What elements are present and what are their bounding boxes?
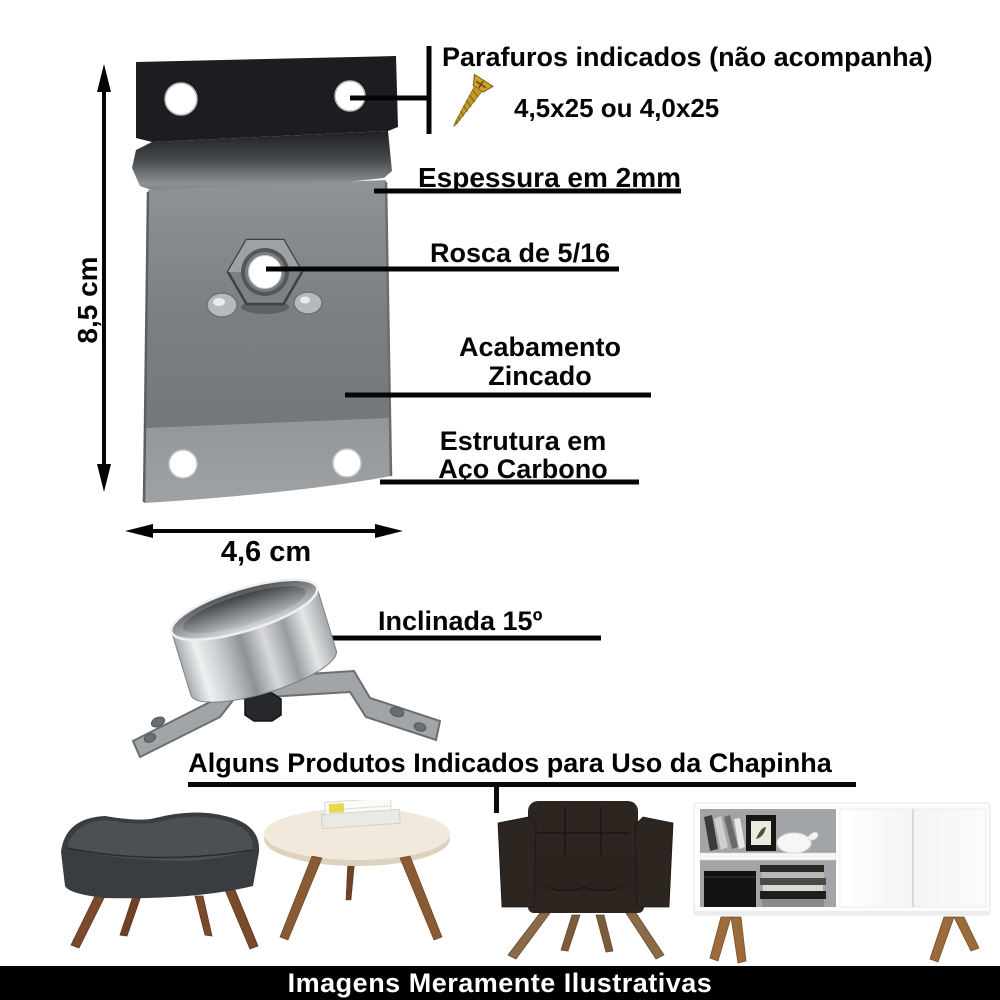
label-structure <box>423 427 623 483</box>
label-width-dimension: 4,6 cm <box>220 536 312 568</box>
label-finish-line2: Zincado <box>488 361 592 391</box>
label-thickness: Espessura em 2mm <box>418 162 682 193</box>
footer-disclaimer: Imagens Meramente Ilustrativas <box>287 967 713 998</box>
product-image-round-coffee-table <box>260 800 460 950</box>
label-height-dimension: 8,5 cm <box>72 256 103 344</box>
bracket-tilted-photo <box>133 567 440 757</box>
label-structure-line2: Aço Carbono <box>438 454 608 484</box>
books-on-table <box>321 800 401 829</box>
label-finish <box>440 333 640 391</box>
products-heading: Alguns Produtos Indicados para Uso da Chapinha <box>188 748 832 778</box>
product-image-pouf <box>45 800 285 965</box>
bracket-front-photo <box>132 56 398 503</box>
product-image-armchair <box>488 795 683 965</box>
mount-hole <box>333 449 361 477</box>
label-inclination: Inclinada 15º <box>378 606 543 636</box>
mount-hole <box>169 450 197 478</box>
label-finish-line1: Acabamento <box>458 332 622 362</box>
footer-bar <box>0 966 1000 1000</box>
products-heading-underline <box>188 782 856 787</box>
label-screws-size: 4,5x25 ou 4,0x25 <box>514 93 720 123</box>
label-screws-title: Parafuros indicados (não acompanha) <box>442 42 933 72</box>
screw-icon <box>445 74 493 132</box>
label-thread: Rosca de 5/16 <box>430 238 611 268</box>
product-image-sideboard <box>688 795 1000 965</box>
label-structure-line1: Estrutura em <box>439 426 607 456</box>
mount-hole <box>165 83 197 115</box>
